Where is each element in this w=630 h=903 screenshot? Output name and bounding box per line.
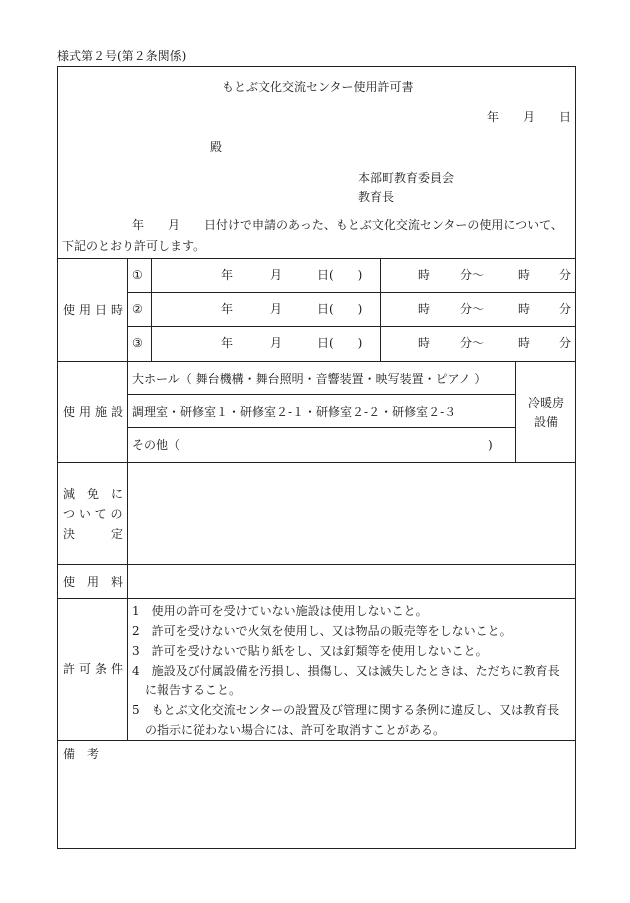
facilities-label: 使用施設 — [63, 405, 128, 419]
form-number: 様式第２号(第２条関係) — [57, 49, 187, 63]
remarks-label: 備 考 — [63, 747, 100, 761]
facility-rooms-option: 調理室・研修室１・研修室２-１・研修室２-２・研修室２-３ — [132, 405, 457, 419]
reduction-label-line3: 決 定 — [63, 527, 124, 541]
date-day-label: 日 — [559, 110, 572, 124]
divider-remarks-top — [57, 740, 576, 741]
divider-conditions-top — [57, 598, 576, 599]
row-day: 日( ) — [317, 302, 363, 316]
row-end-minute: 分 — [559, 302, 572, 316]
row-day: 日( ) — [317, 336, 363, 350]
row-start-hour: 時 — [418, 336, 431, 350]
row-start-minute: 分～ — [460, 268, 485, 282]
condition-item-continuation: の指示に従わない場合には、許可を取消すことがある。 — [145, 723, 446, 737]
divider-reduction-top — [57, 462, 576, 463]
condition-item: 5 もとぶ文化交流センターの設置及び管理に関する条例に違反し、又は教育長 — [132, 703, 560, 717]
row-end-minute: 分 — [559, 268, 572, 282]
facility-hall-option: 大ホール（ 舞台機構・舞台照明・音響装置・映写装置・ピアノ ） — [132, 372, 487, 386]
reduction-label-line2: つ い て の — [63, 507, 123, 521]
date-year-label: 年 — [487, 110, 500, 124]
divider-aircon-column — [515, 361, 516, 462]
row-start-minute: 分～ — [460, 336, 485, 350]
condition-item: 2 許可を受けないで火気を使用し、又は物品の販売等をしないこと。 — [132, 624, 512, 638]
divider-facilities-top — [57, 361, 576, 362]
fee-label: 使 用 料 — [63, 575, 124, 589]
usage-datetime-label: 使用日時 — [63, 303, 128, 317]
conditions-label: 許可条件 — [63, 662, 128, 676]
body-year: 年 — [132, 218, 145, 232]
date-month-label: 月 — [523, 110, 536, 124]
divider-facilities-row2 — [127, 427, 515, 428]
row-year: 年 — [221, 336, 234, 350]
row-month: 月 — [270, 268, 283, 282]
reduction-label-line1: 減 免 に — [63, 487, 124, 501]
addressee-suffix: 殿 — [210, 140, 223, 154]
facility-other-option: その他（ — [132, 438, 181, 452]
row-year: 年 — [221, 302, 234, 316]
row-month: 月 — [270, 336, 283, 350]
condition-item: 1 使用の許可を受けていない施設は使用しないこと。 — [132, 604, 428, 618]
issuer-role: 教育長 — [358, 190, 395, 204]
row-end-hour: 時 — [518, 268, 531, 282]
divider-datetime-row2 — [127, 326, 576, 327]
body-month: 月 — [168, 218, 181, 232]
aircon-label-line1: 冷暖房 — [528, 396, 565, 410]
divider-label-column — [127, 258, 128, 740]
divider-fee-top — [57, 564, 576, 565]
row-end-hour: 時 — [518, 336, 531, 350]
row-start-hour: 時 — [418, 268, 431, 282]
divider-date-time-column — [380, 258, 381, 361]
row-number: ① — [132, 268, 143, 282]
divider-number-column — [151, 258, 152, 361]
row-start-hour: 時 — [418, 302, 431, 316]
issuer-organization: 本部町教育委員会 — [358, 171, 455, 185]
row-day: 日( ) — [317, 268, 363, 282]
facility-other-close: ) — [488, 438, 493, 452]
row-end-minute: 分 — [559, 336, 572, 350]
body-text-line2: 下記のとおり許可します。 — [62, 239, 206, 253]
row-year: 年 — [221, 268, 234, 282]
row-number: ② — [132, 302, 143, 316]
divider-usage-datetime-top — [57, 258, 576, 259]
row-month: 月 — [270, 302, 283, 316]
condition-item-continuation: に報告すること。 — [145, 683, 242, 697]
condition-item: 4 施設及び付属設備を汚損し、損傷し、又は滅失したときは、ただちに教育長 — [132, 664, 560, 678]
row-end-hour: 時 — [518, 302, 531, 316]
divider-datetime-row1 — [127, 292, 576, 293]
row-start-minute: 分～ — [460, 302, 485, 316]
form-title: もとぶ文化交流センター使用許可書 — [222, 80, 414, 94]
row-number: ③ — [132, 336, 143, 350]
condition-item: 3 許可を受けないで貼り紙をし、又は釘類等を使用しないこと。 — [132, 644, 488, 658]
body-text-line1: 日付けで申請のあった、もとぶ文化交流センターの使用について、 — [204, 218, 563, 232]
aircon-label-line2: 設備 — [534, 415, 559, 429]
divider-facilities-row1 — [127, 394, 515, 395]
